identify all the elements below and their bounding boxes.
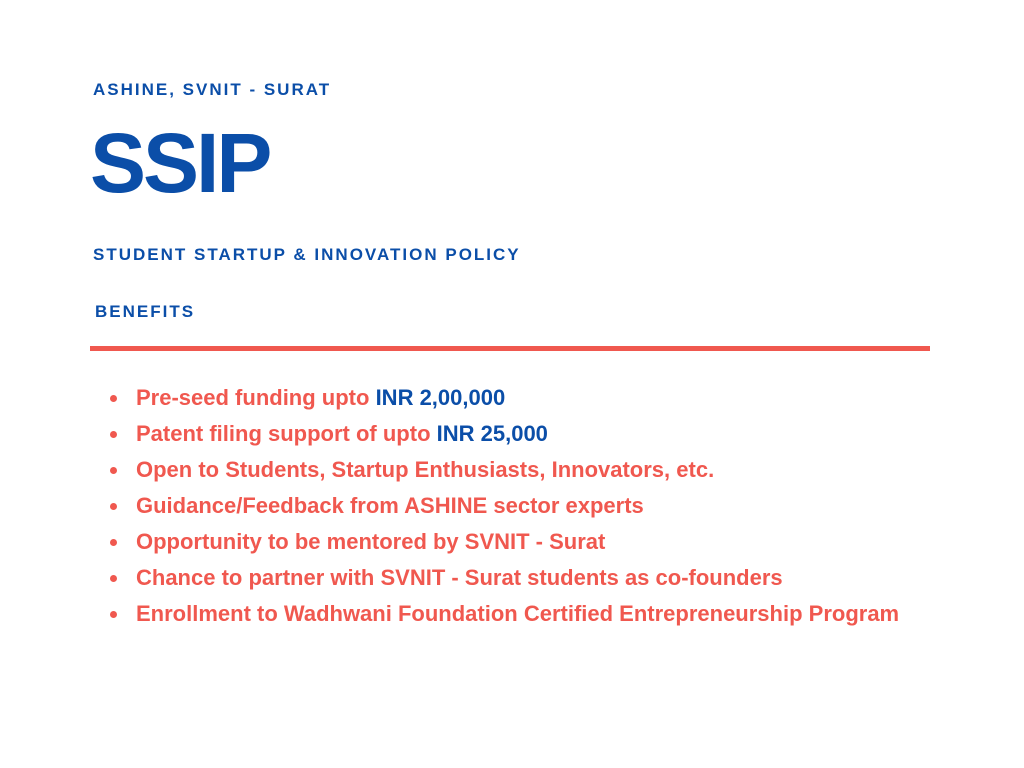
page-title: SSIP xyxy=(90,116,270,210)
benefit-item xyxy=(108,488,899,524)
benefit-item xyxy=(108,380,899,416)
bullet-icon xyxy=(110,575,117,582)
benefit-text: Guidance/Feedback from ASHINE sector experts xyxy=(136,493,644,518)
organization-label: ASHINE, SVNIT - SURAT xyxy=(93,80,332,99)
benefit-highlight: INR 2,00,000 xyxy=(375,385,506,410)
benefit-highlight: INR 25,000 xyxy=(436,421,548,446)
benefit-text: Chance to partner with SVNIT - Surat students as co-founders xyxy=(136,565,783,590)
benefit-item xyxy=(108,560,899,596)
bullet-icon xyxy=(110,503,117,510)
section-divider xyxy=(90,346,930,351)
policy-subtitle: STUDENT STARTUP & INNOVATION POLICY xyxy=(93,245,521,264)
bullet-icon xyxy=(110,611,117,618)
benefit-item xyxy=(108,452,899,488)
benefit-item xyxy=(108,524,899,560)
bullet-icon xyxy=(110,395,117,402)
benefit-text: Patent filing support of upto xyxy=(136,421,437,446)
benefit-text: Opportunity to be mentored by SVNIT - Surat xyxy=(136,529,606,554)
benefits-list xyxy=(108,380,899,632)
benefit-item xyxy=(108,596,899,632)
benefit-item xyxy=(108,416,899,452)
bullet-icon xyxy=(110,467,117,474)
bullet-icon xyxy=(110,431,117,438)
benefit-text: Pre-seed funding upto xyxy=(136,385,376,410)
section-heading-benefits: BENEFITS xyxy=(95,302,196,321)
benefit-text: Enrollment to Wadhwani Foundation Certified Entrepreneurship Program xyxy=(136,601,900,626)
benefit-text: Open to Students, Startup Enthusiasts, Innovators, etc. xyxy=(136,457,715,482)
bullet-icon xyxy=(110,539,117,546)
